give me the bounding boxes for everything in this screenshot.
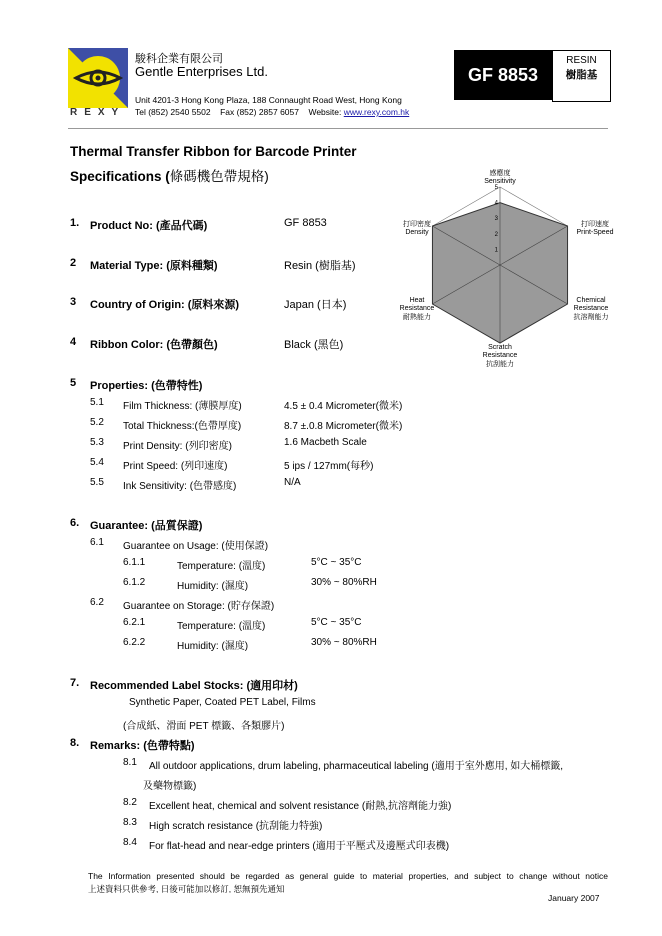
rexy-logo xyxy=(68,48,128,108)
axis-label-chemical-cn: 抗溶劑能力 xyxy=(573,314,609,321)
website-label: Website: xyxy=(308,107,342,117)
axis-label-printspeed-en: Print-Speed xyxy=(576,229,614,236)
label-stocks-cn: (合成紙、滑面 PET 標籤、各類膠片) xyxy=(123,721,285,732)
prop-value: N/A xyxy=(284,477,301,488)
usage-item-num: 6.1.2 xyxy=(123,577,146,588)
prop-num: 5.3 xyxy=(90,437,104,448)
usage-item-label: Humidity: (濕度) xyxy=(177,581,249,592)
storage-num: 6.2 xyxy=(90,597,104,608)
usage-num: 6.1 xyxy=(90,537,104,548)
disclaimer-en: The Information presented should be regarded as general guide to material properties, and subject to change without notice xyxy=(88,871,608,881)
resin-type-cn: 樹脂基 xyxy=(565,69,598,81)
usage-label: Guarantee on Usage: (使用保證) xyxy=(123,541,269,552)
label-stocks-en: Synthetic Paper, Coated PET Label, Films xyxy=(129,697,316,708)
remark-num: 8.3 xyxy=(123,817,137,828)
axis-label-density-cn: 打印密度 xyxy=(403,221,431,228)
prop-value: 1.6 Macbeth Scale xyxy=(284,437,367,448)
company-name-cn: 駿科企業有限公司 xyxy=(135,53,223,65)
remark-text: Excellent heat, chemical and solvent resistance (耐熱,抗溶劑能力強) xyxy=(149,801,452,812)
company-contact xyxy=(135,107,409,117)
sec6-label: Guarantee: (品質保證) xyxy=(90,520,203,532)
sec4-label: Ribbon Color: (色帶顏色) xyxy=(90,339,218,351)
sec4-value: Black (黑色) xyxy=(284,339,344,351)
axis-label-sensitivity-en: Sensitivity xyxy=(484,178,516,185)
remark-text: For flat-head and near-edge printers (適用于平壓式及邊壓式印表機) xyxy=(149,841,450,852)
usage-item-label: Temperature: (溫度) xyxy=(177,561,266,572)
axis-label-scratch-en1: Scratch xyxy=(488,344,512,351)
sec7-label: Recommended Label Stocks: (適用印材) xyxy=(90,680,298,692)
tel: Tel (852) 2540 5502 xyxy=(135,107,211,117)
storage-item-num: 6.2.1 xyxy=(123,617,146,628)
disclaimer-cn: 上述資料只供參考, 日後可能加以修訂, 恕無預先通知 xyxy=(88,884,285,894)
radar-scale-tick: 1 xyxy=(494,247,498,254)
remark-num: 8.1 xyxy=(123,757,137,768)
sec7-num: 7. xyxy=(70,677,80,689)
sec1-value: GF 8853 xyxy=(284,217,327,229)
axis-label-heat-en2: Resistance xyxy=(399,305,435,312)
doc-date: January 2007 xyxy=(548,893,600,903)
radar-scale-tick: 3 xyxy=(494,216,498,223)
usage-item-value: 5°C ~ 35°C xyxy=(311,557,362,568)
radar-scale-tick: 2 xyxy=(494,231,498,238)
prop-value: 8.7 ±.0.8 Micrometer(微米) xyxy=(284,421,403,432)
radar-chart xyxy=(395,168,620,368)
prop-label: Print Speed: (列印速度) xyxy=(123,461,228,472)
prop-num: 5.1 xyxy=(90,397,104,408)
header-divider xyxy=(68,128,608,129)
resin-type-en: RESIN xyxy=(566,55,597,66)
company-address: Unit 4201-3 Hong Kong Plaza, 188 Connaught Road West, Hong Kong xyxy=(135,95,402,105)
sec2-num: 2 xyxy=(70,257,77,269)
sec4-num: 4 xyxy=(70,336,77,348)
axis-label-chemical-en2: Resistance xyxy=(573,305,609,312)
axis-label-printspeed-cn: 打印速度 xyxy=(581,221,609,228)
website-link[interactable]: www.rexy.com.hk xyxy=(343,107,410,117)
sec8-num: 8. xyxy=(70,737,80,749)
subtitle-cn: 條碼機色帶規格) xyxy=(169,169,269,184)
prop-label: Print Density: (列印密度) xyxy=(123,441,232,452)
remark-text-cont: 及藥物標籤) xyxy=(143,781,197,792)
axis-label-density-en: Density xyxy=(405,229,429,236)
prop-label: Ink Sensitivity: (色帶感度) xyxy=(123,481,237,492)
sec6-num: 6. xyxy=(70,517,80,529)
storage-item-label: Humidity: (濕度) xyxy=(177,641,249,652)
sec1-label: Product No: (產品代碼) xyxy=(90,220,208,232)
remark-text: High scratch resistance (抗刮能力特強) xyxy=(149,821,323,832)
storage-item-value: 5°C ~ 35°C xyxy=(311,617,362,628)
prop-value: 4.5 ± 0.4 Micrometer(微米) xyxy=(284,401,403,412)
company-name-en: Gentle Enterprises Ltd. xyxy=(135,64,268,79)
prop-num: 5.5 xyxy=(90,477,104,488)
sec1-num: 1. xyxy=(70,217,80,229)
prop-num: 5.2 xyxy=(90,417,104,428)
storage-item-label: Temperature: (溫度) xyxy=(177,621,266,632)
prop-num: 5.4 xyxy=(90,457,104,468)
usage-item-num: 6.1.1 xyxy=(123,557,146,568)
doc-subtitle xyxy=(70,165,269,185)
sec8-label: Remarks: (色帶特點) xyxy=(90,740,195,752)
sec2-label: Material Type: (原料種類) xyxy=(90,260,218,272)
doc-title: Thermal Transfer Ribbon for Barcode Printer xyxy=(70,144,357,159)
axis-label-heat-en1: Heat xyxy=(409,297,425,304)
axis-label-chemical-en1: Chemical xyxy=(576,297,606,304)
sec5-label: Properties: (色帶特性) xyxy=(90,380,203,392)
radar-scale-tick: 4 xyxy=(494,200,498,207)
remark-text: All outdoor applications, drum labeling, pharmaceutical labeling (適用于室外應用, 如大桶標籤, xyxy=(149,761,564,772)
logo-wordmark: REXY xyxy=(70,107,126,118)
sec5-num: 5 xyxy=(70,377,77,389)
axis-label-scratch-en2: Resistance xyxy=(482,352,518,359)
sec3-value: Japan (日本) xyxy=(284,299,347,311)
prop-value: 5 ips / 127mm(每秒) xyxy=(284,461,374,472)
storage-item-num: 6.2.2 xyxy=(123,637,146,648)
sec3-label: Country of Origin: (原料來源) xyxy=(90,299,240,311)
axis-label-scratch-cn: 抗刮能力 xyxy=(486,361,514,368)
product-code-badge: GF 8853 xyxy=(454,50,552,100)
radar-scale-tick: 5 xyxy=(494,185,498,191)
remark-num: 8.4 xyxy=(123,837,137,848)
subtitle-en: Specifications ( xyxy=(70,169,170,184)
axis-label-sensitivity-cn: 感應度 xyxy=(489,170,511,177)
prop-label: Total Thickness:(色帶厚度) xyxy=(123,421,242,432)
prop-label: Film Thickness: (薄膜厚度) xyxy=(123,401,242,412)
usage-item-value: 30% ~ 80%RH xyxy=(311,577,377,588)
axis-label-heat-cn: 耐熱能力 xyxy=(403,314,431,321)
storage-label: Guarantee on Storage: (貯存保證) xyxy=(123,601,275,612)
remark-num: 8.2 xyxy=(123,797,137,808)
storage-item-value: 30% ~ 80%RH xyxy=(311,637,377,648)
sec3-num: 3 xyxy=(70,296,77,308)
sec2-value: Resin (樹脂基) xyxy=(284,260,356,272)
fax: Fax (852) 2857 6057 xyxy=(220,107,299,117)
resin-badge xyxy=(552,50,611,102)
